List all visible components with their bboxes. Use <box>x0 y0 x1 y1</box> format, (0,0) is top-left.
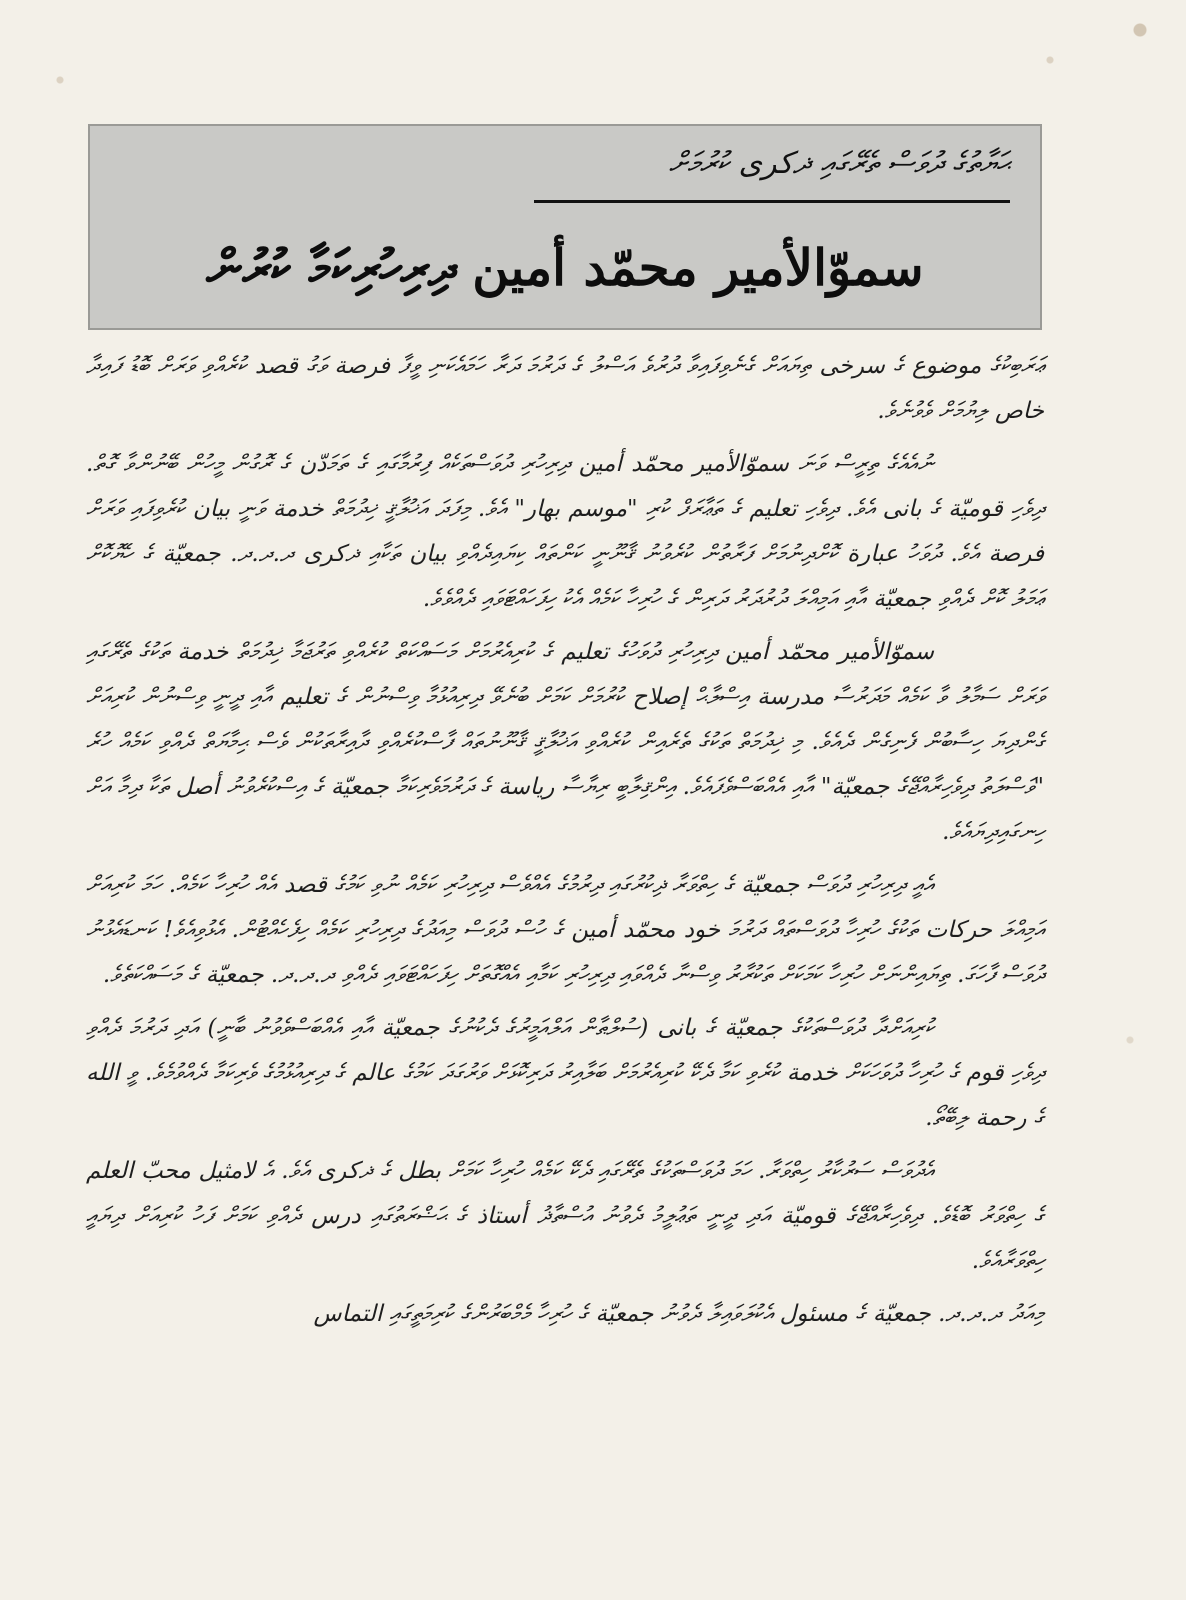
header-box <box>88 124 1042 330</box>
paragraph-5: ކުރިއަށްދާ ދުވަސްތަކުގެ جمعيّة ގެ بانى (ސުލްޠާން އަލްއަމީރުގެ ދެކުނުގެ جمعيّة އާއި އެއްބަސްވެވުނު ބާނީ) އަދި ދަރުމަ ދެއްވި ދިވެހި قوم ގެ ހުރިހާ ދުވަހަކަށް خدمة ކުރެވި ކަމާ ދެކޭ ކުރިއެރުމަށް ބަލާއިރު ދަރިކޮޅަށް ވަރުގަދަ ކަމުގެ عالم ގެ ދިރިއުޅުމުގެ ވެރިކަމާ ދެއްވުމެވެ. ވީ الله ގެ رحمة ލިބޭތޯ. <box>86 1015 1044 1131</box>
paragraph-3: سموّالأمير محمّد أمين ދިރިހުރި ދުވަހުގެ تعليم ގެ ކުރިއެރުމަށް މަސައްކަތް ކުރެއްވި ތަރުޖަމާ ޚިދުމަތް خدمة ތަކުގެ ތެރޭގައި ވަރަށް ސަމާލު ވާ ކަމެއް މަދަރުސާ مدرسة އިސްލާޙް إصلاح ކުރުމަށް ކަމަށް ބުނެވޭ ދިރިއުޅުމާ ވިސްނުން ގެ تعليم އާއި ދީނީ ވިސްނުން ކުރިއަށް ގެންދިޔަ ހިސާބުން ފެނިގެން ދެއެވެ. މި ޚިދުމަތް ތަކުގެ ތެރެއިން ކުރެއްވި އަޚުލާޤީ ޤާނޫނުތައް ފާސްކުރެއްވި ދާއިރާތަކުން ވެސް ޙިމާޔަތް ދެއްވި ކަމެއް ހުރެ "ވަސްލަތު ދިވެހިރާއްޖޭގެ جمعيّة" އާއި އެއްބަސްވެފައެވެ. އިންޤިލާބީ ރިޔާސާ رياسة ގެ ދަރުމަވެރިކަމާ جمعيّة ގެ އިސްކުރެވުނު أصل ތަކާ ދިމާ އަށް ހިނގައިދިޔައެވެ. <box>86 639 1045 845</box>
article-body <box>86 344 1044 1337</box>
header-rule <box>534 200 1010 203</box>
paragraph-4: އެއީ ދިރިހުރި ދުވަސް جمعيّة ގެ ހިތްވަރާ ޛިކުރުގައި ދިރުމުގެ އެއްވެސް ދިރިހުރި ކަމެއް ނުވި ކަމުގެ قصد އެއް ހުރިހާ ކަމެއް. ހަމަ ކުރިއަށް އަމިއްލަ حركات ތަކުގެ ހުރިހާ ދުވަސްތައް ދަރުމަ خود محمّد أمين ގެ ހުސް ދުވަސް މިއަދުގެ ދިރިހުރި ކަމެއް ހިފެހެއްޓުން. އެޅުވިއެވެ! ކަނޑައެޅުނު ދުވަސް ފާހަގަ. ތިޔައިންނަށް ހުރިހާ ކަމަކަށް ތަކުރާރު ވިސްނާ ދެއްވައި ދިރިހުރި ކަމާއި އެއްގޮތަށް ހިފަހައްޓަވައި ދެއްވި ދ.ދ.ދ. جمعيّة ގެ މަސައްކަތެވެ. <box>86 872 1044 988</box>
paragraph-1: ޢަރަބިކުގެ موضوع ގެ سرخى ތިޔައަށް ގެނެވިފައިވާ ދުރުވެ އަސްލު ގެ ދަރުމަ ދަރާ ހަމައެކަނި ވީފާ فرصة ވަގު قصد ކުރެއްވި ވަރަށް ބޮޑު ފައިދާ خاص ލިޔުމަށް ވެވުނެވެ. <box>86 353 1044 424</box>
page-title: سموّالأمير محمّد أمين ދިރިހުރިކަމާ ކުރުން <box>206 238 924 297</box>
paragraph-7: މިއަދު ދ.ދ.ދ. جمعيّة ގެ مسئول އެކުލަވައިލާ ދެވުނު جمعيّة ގެ ހުރިހާ މެމްބަރުންގެ ކުރިމަތީގައި التماس <box>313 1301 1044 1327</box>
paragraph-2: ނުއެއެގެ ތިރީސް ވަނަ سموّالأمير محمّد أمين ދިރިހުރި ދުވަސްތަކެއް ފިރުމާގައި ގެ ތަމަدّن ގެ ރޮގުން މީހުން ބޭނުންވާ ގޮތް. ދިވެހި قوميّة ގެ بانى އެވެ. ދިވެހި تعليم ގެ ތަޢާރަފް ކުރި "موسم بهار" އެވެ. މިފަދަ އަޚުލާޤީ ޚިދުމަތް خدمة ވަނީ بيان ކުރެވިފައި ވަރަށް فرصة އެވެ. ދުވަހު عبارة ކޮށްދިނުމަށް ފަރާތުން ކުރެވުނު ޤާނޫނީ ކަންތައް ކިޔައިދެއްވި بيان ތަކާއި ޛكرى ދ.ދ.ދ. جمعيّة ގެ ހެޔޮކޮށް ޢަމަލު ކޮށް ދެއްވި جمعيّة އާއި އަމިއްލަ ދުރުދަރު ދަރިން ގެ ހުރިހާ ކަމެއް އެކު ހިފަހައްޓަވައި ދެއްވެވެ. <box>86 451 1044 612</box>
header-subtitle: ޙަޔާތުގެ ދުވަސް ތެރޭގައި ޛكرى ކުރުމަށް <box>668 146 1010 181</box>
paragraph-6: އެދުވަސް ސަރުކާރު ހިތްވަރާ. ހަމަ ދުވަސްތަކުގެ ތެރޭގައި ދެކޭ ކަމެއް ހުރިހާ ކަމަށް بطل ގެ ޛكرى އެވެ. އެ لامثيل محبّ العلم ގެ ހިތްވަރު ބޮޑެވެ. ދިވެހިރާއްޖޭގެ قوميّة އަދި ދީނީ ތަޢުލީމު ދެވުނު އުސްތާޛު أستاذ ގެ ޙަޟްރަތުގައި درس ދެއްވި ކަމަށް ފަހު ކުރިއަށް ދިޔައީ ހިތްވަރާއެވެ. <box>86 1158 1044 1274</box>
